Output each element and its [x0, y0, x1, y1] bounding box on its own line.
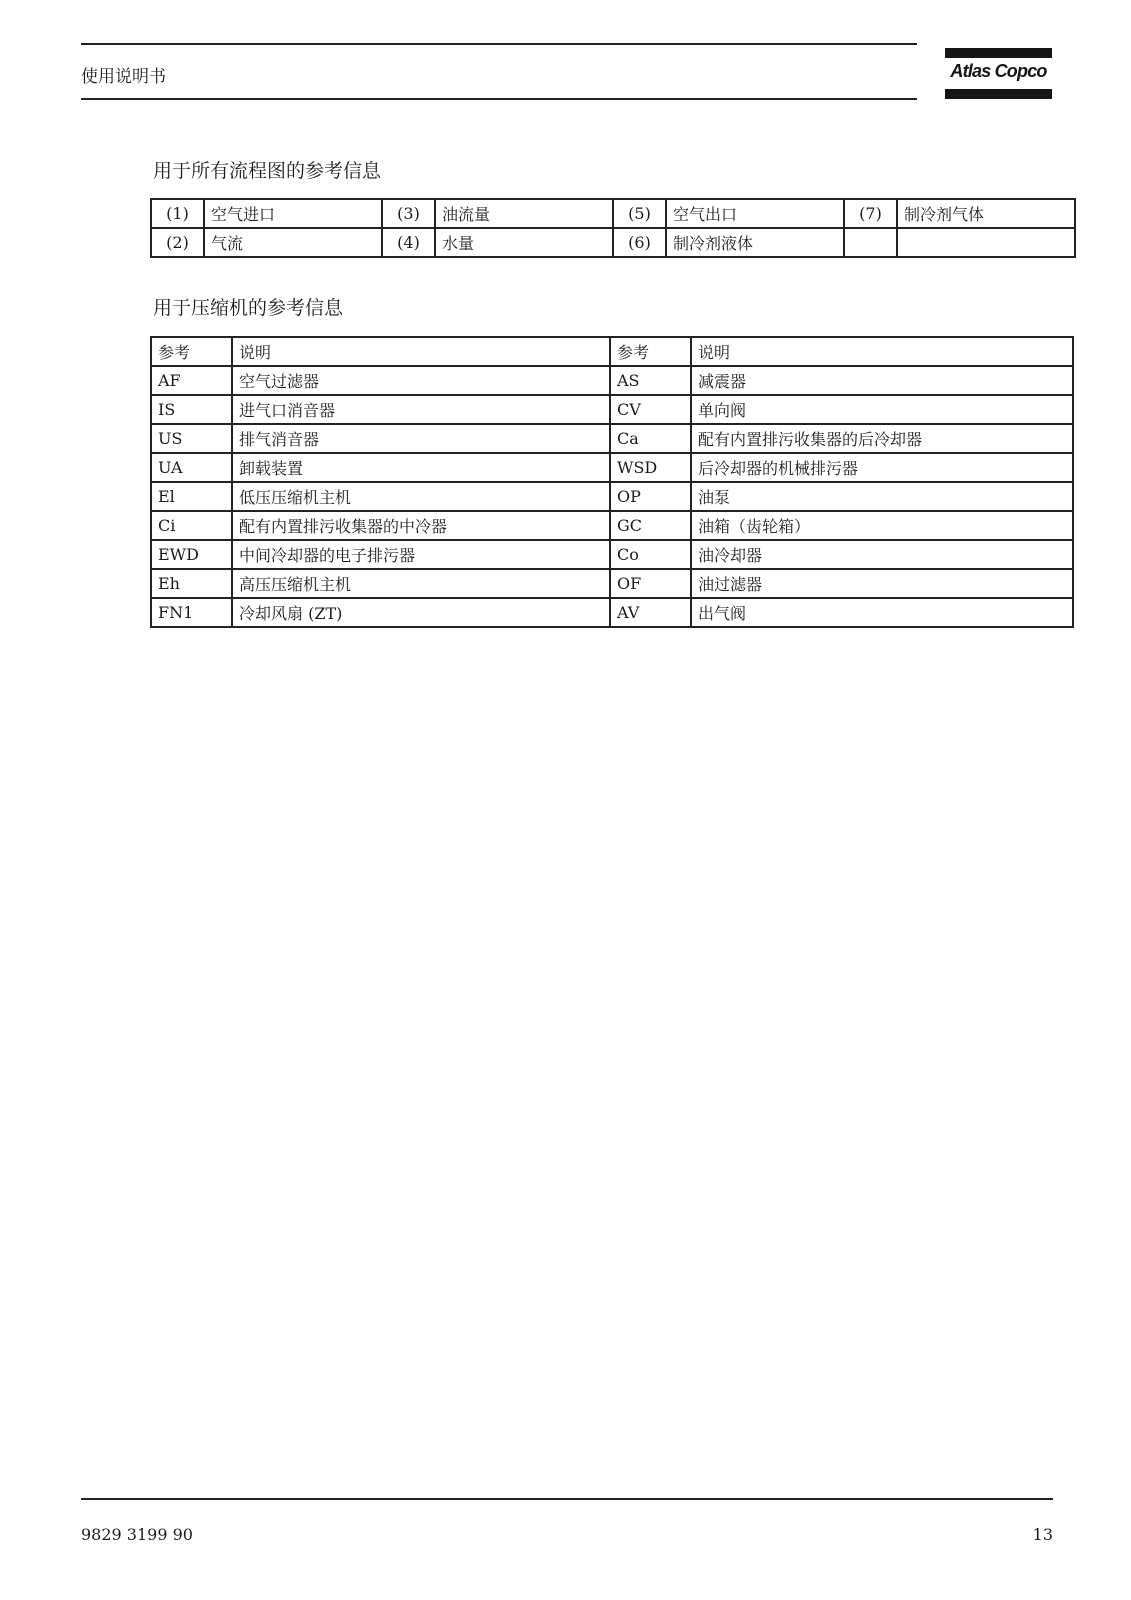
- ref-description: 减震器: [691, 366, 1073, 395]
- table-row: [151, 228, 1075, 257]
- logo-wordmark: Atlas Copco: [950, 61, 1047, 81]
- ref-description: 油冷却器: [691, 540, 1073, 569]
- flow-label: 水量: [435, 228, 613, 257]
- ref-code: WSD: [610, 453, 691, 482]
- header-bottom-rule: [81, 98, 917, 100]
- flow-label: 油流量: [435, 199, 613, 228]
- ref-code: Ci: [151, 511, 232, 540]
- logo-bottom-bar: [945, 89, 1052, 99]
- ref-description: 进气口消音器: [232, 395, 610, 424]
- ref-description: 油泵: [691, 482, 1073, 511]
- ref-code: Co: [610, 540, 691, 569]
- flow-number: (6): [613, 228, 666, 257]
- ref-description: 排气消音器: [232, 424, 610, 453]
- ref-code: UA: [151, 453, 232, 482]
- column-header-ref: 参考: [610, 337, 691, 366]
- ref-code: AS: [610, 366, 691, 395]
- ref-description: 低压压缩机主机: [232, 482, 610, 511]
- document-number: 9829 3199 90: [81, 1525, 193, 1544]
- ref-code: El: [151, 482, 232, 511]
- compressor-reference-title: 用于压缩机的参考信息: [153, 297, 344, 319]
- table-header-row: [151, 337, 1073, 366]
- flow-label: 气流: [204, 228, 382, 257]
- flow-number: (2): [151, 228, 204, 257]
- document-type-title: 使用说明书: [81, 67, 166, 87]
- table-row: [151, 424, 1073, 453]
- flow-number: (5): [613, 199, 666, 228]
- flow-label: 空气出口: [666, 199, 844, 228]
- ref-code: FN1: [151, 598, 232, 627]
- flow-label: [897, 228, 1075, 257]
- ref-code: IS: [151, 395, 232, 424]
- ref-description: 出气阀: [691, 598, 1073, 627]
- table-row: [151, 199, 1075, 228]
- ref-description: 油过滤器: [691, 569, 1073, 598]
- table-row: [151, 598, 1073, 627]
- ref-description: 后冷却器的机械排污器: [691, 453, 1073, 482]
- column-header-description: 说明: [691, 337, 1073, 366]
- table-row: [151, 453, 1073, 482]
- flow-number: [844, 228, 897, 257]
- flow-reference-table: [150, 198, 1076, 258]
- ref-code: CV: [610, 395, 691, 424]
- ref-description: 高压压缩机主机: [232, 569, 610, 598]
- compressor-reference-table: [150, 336, 1074, 628]
- table-row: [151, 482, 1073, 511]
- table-row: [151, 569, 1073, 598]
- atlas-copco-logo: [945, 48, 1052, 100]
- table-row: [151, 366, 1073, 395]
- column-header-description: 说明: [232, 337, 610, 366]
- ref-description: 油箱（齿轮箱）: [691, 511, 1073, 540]
- column-header-ref: 参考: [151, 337, 232, 366]
- ref-description: 冷却风扇 (ZT): [232, 598, 610, 627]
- table-row: [151, 395, 1073, 424]
- flow-number: (3): [382, 199, 435, 228]
- ref-description: 卸载装置: [232, 453, 610, 482]
- logo-top-bar: [945, 48, 1052, 58]
- flow-label: 制冷剂液体: [666, 228, 844, 257]
- ref-code: OF: [610, 569, 691, 598]
- flow-number: (7): [844, 199, 897, 228]
- ref-description: 中间冷却器的电子排污器: [232, 540, 610, 569]
- footer-rule: [81, 1498, 1053, 1500]
- flow-reference-title: 用于所有流程图的参考信息: [153, 160, 382, 182]
- ref-description: 配有内置排污收集器的后冷却器: [691, 424, 1073, 453]
- ref-code: AF: [151, 366, 232, 395]
- ref-code: GC: [610, 511, 691, 540]
- table-row: [151, 540, 1073, 569]
- flow-number: (4): [382, 228, 435, 257]
- ref-description: 配有内置排污收集器的中冷器: [232, 511, 610, 540]
- ref-code: AV: [610, 598, 691, 627]
- ref-code: US: [151, 424, 232, 453]
- flow-number: (1): [151, 199, 204, 228]
- ref-description: 单向阀: [691, 395, 1073, 424]
- flow-label: 制冷剂气体: [897, 199, 1075, 228]
- table-row: [151, 511, 1073, 540]
- ref-code: EWD: [151, 540, 232, 569]
- header-top-rule: [81, 43, 917, 45]
- page-number: 13: [1032, 1525, 1053, 1544]
- flow-label: 空气进口: [204, 199, 382, 228]
- ref-code: Ca: [610, 424, 691, 453]
- ref-code: OP: [610, 482, 691, 511]
- ref-description: 空气过滤器: [232, 366, 610, 395]
- ref-code: Eh: [151, 569, 232, 598]
